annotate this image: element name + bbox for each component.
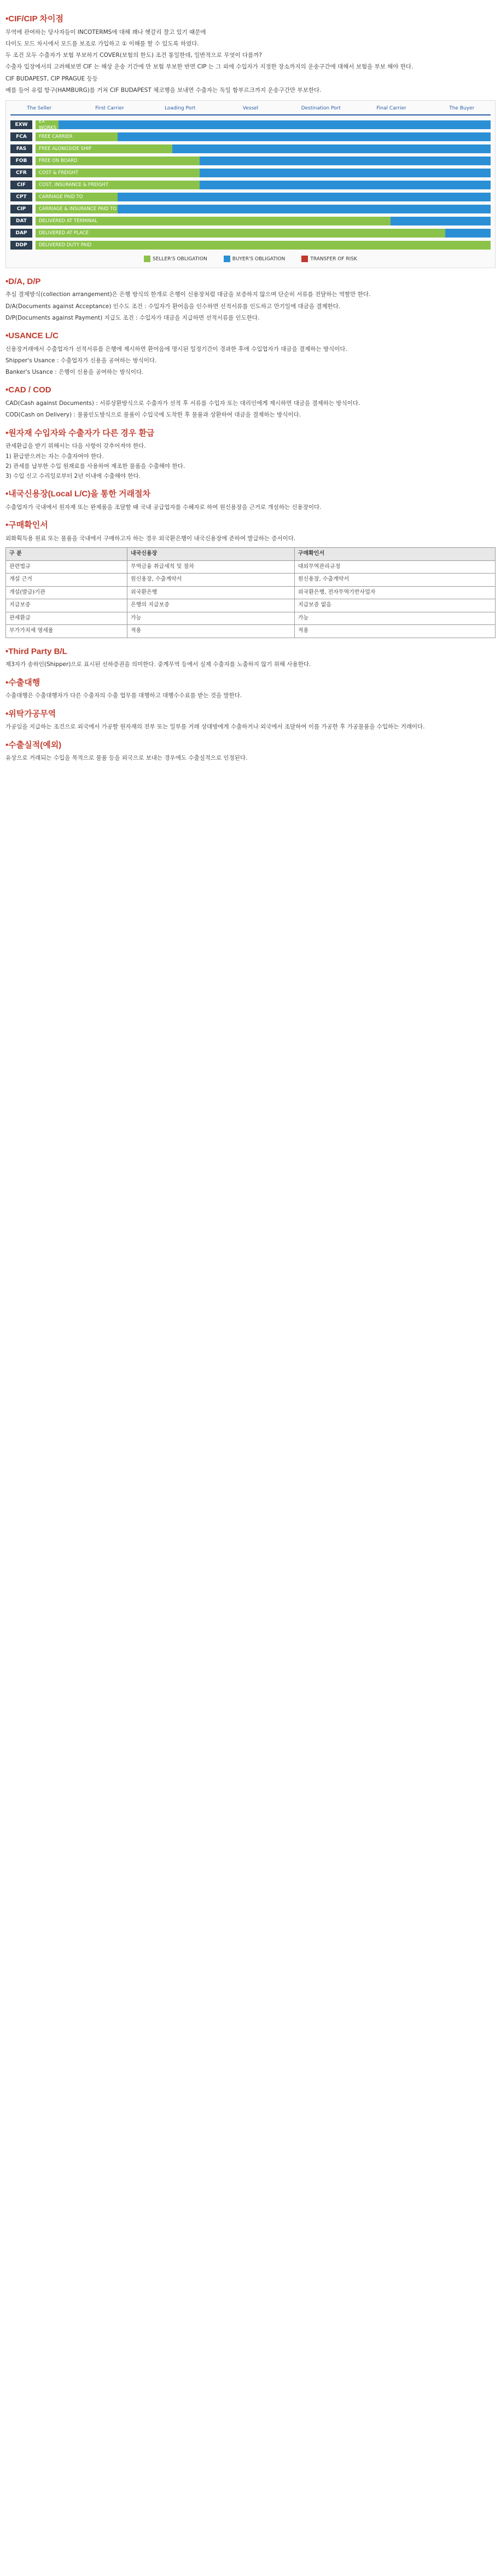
term-code: EXW bbox=[10, 120, 32, 129]
paragraph: 제3자가 송하인(Shipper)으로 표시된 선하증권을 의미한다. 중계무역 등에서 실제 수출자를 노출하지 않기 위해 사용한다. bbox=[5, 661, 311, 668]
table-row bbox=[6, 612, 496, 625]
paragraph: Banker's Usance : 은행이 신용을 공여하는 방식이다. bbox=[5, 369, 144, 376]
term-row-cip bbox=[10, 203, 491, 215]
term-row-exw bbox=[10, 119, 491, 131]
seller-bar: DELIVERED AT PLACE bbox=[36, 229, 445, 238]
section-title-diff: •원자재 수입자와 수출자가 다른 경우 환급 bbox=[5, 428, 155, 438]
station-destination-port: Destination Port bbox=[301, 106, 341, 112]
term-track bbox=[36, 193, 491, 201]
station-first-carrier: First Carrier bbox=[95, 106, 124, 112]
term-track bbox=[36, 157, 491, 165]
diagram-stations bbox=[10, 105, 491, 115]
term-code: FOB bbox=[10, 157, 32, 165]
section-body-cif bbox=[5, 28, 496, 95]
section-title-dap: •D/A, D/P bbox=[5, 276, 41, 286]
table-header: 구 분 bbox=[6, 548, 127, 561]
section-title-third: •Third Party B/L bbox=[5, 646, 67, 656]
term-row-cpt bbox=[10, 191, 491, 203]
paragraph: 두 조건 모두 수출자가 보험 부보하기 COVER(보험의 한도) 조건 통일한데, 일반적으로 무엇이 다를까? bbox=[5, 52, 262, 59]
seller-bar: COST & FREIGHT bbox=[36, 169, 200, 177]
paragraph: 무역에 관여하는 당사자들이 INCOTERMS에 대해 꽤나 헷갈리 잘고 있기 때문에 bbox=[5, 28, 206, 36]
section-title-agency: •수출대행 bbox=[5, 678, 40, 687]
seller-bar: CARRIAGE PAID TO bbox=[36, 193, 118, 201]
table-row bbox=[6, 574, 496, 587]
section-title-cif: •CIF/CIP 차이점 bbox=[5, 14, 63, 24]
paragraph: CIF BUDAPEST, CIP PRAGUE 등등 bbox=[5, 75, 98, 82]
seller-bar: FREE ALONGSIDE SHIP bbox=[36, 144, 172, 153]
paragraph: 2) 관세를 납부한 수입 원재료를 사용하여 제조한 물품을 수출해야 한다. bbox=[5, 462, 185, 470]
section-body-cad bbox=[5, 400, 496, 419]
term-code: FCA bbox=[10, 132, 32, 141]
term-track bbox=[36, 132, 491, 141]
legend-buyer: BUYER'S OBLIGATION bbox=[224, 256, 286, 263]
term-code: FAS bbox=[10, 144, 32, 153]
table-cell: 가능 bbox=[127, 612, 294, 625]
paragraph: D/P(Documents against Payment) 지급도 조건 : 수입자가 대금을 지급하면 선적서류를 인도한다. bbox=[5, 314, 260, 321]
buyer-bar bbox=[172, 144, 491, 153]
table-cell: 은행의 지급보증 bbox=[127, 599, 294, 612]
term-row-ddp bbox=[10, 239, 491, 251]
term-code: CIP bbox=[10, 205, 32, 213]
paragraph: 외화획득용 원료 또는 물품을 국내에서 구매하고자 하는 경우 외국환은행이 내국신용장에 준하여 발급하는 증서이다. bbox=[5, 535, 296, 542]
seller-bar: FREE ON BOARD bbox=[36, 157, 200, 165]
term-track bbox=[36, 120, 491, 129]
paragraph: 신용장거래에서 수출업자가 선적서류를 은행에 제시하면 환어음에 명시된 일정기간이 경과한 후에 수입업자가 대금을 결제하는 방식이다. bbox=[5, 345, 347, 352]
section-title-local: •내국신용장(Local L/C)을 통한 거래절차 bbox=[5, 489, 150, 499]
term-code: DDP bbox=[10, 241, 32, 250]
term-code: CPT bbox=[10, 193, 32, 201]
section-body-agency bbox=[5, 692, 496, 700]
table-row bbox=[6, 625, 496, 638]
term-code: CIF bbox=[10, 181, 32, 189]
term-track bbox=[36, 217, 491, 225]
paragraph: CAD(Cash against Documents) : 서류상환방식으로 수출자가 선적 후 서류를 수입자 또는 대리인에게 제시하면 대금을 결제하는 방식이다. bbox=[5, 400, 360, 407]
section-title-sample: •수출실적(예외) bbox=[5, 740, 62, 750]
paragraph: 다이도 모드 차시에서 모드를 보조로 가입하고 ① 이해를 할 수 있도록 하였다. bbox=[5, 40, 199, 47]
buyer-bar bbox=[118, 132, 491, 141]
station-buyer: The Buyer bbox=[449, 106, 475, 112]
paragraph: 1) 환급받으려는 자는 수출자여야 한다. bbox=[5, 453, 104, 460]
legend-seller: SELLER'S OBLIGATION bbox=[144, 256, 207, 263]
section-body-third bbox=[5, 661, 496, 669]
term-row-fas bbox=[10, 143, 491, 155]
table-cell: 원신용장, 수출계약서 bbox=[294, 574, 495, 587]
table-cell: 원신용장, 수출계약서 bbox=[127, 574, 294, 587]
buyer-bar bbox=[391, 217, 491, 225]
paragraph: Shipper's Usance : 수출업자가 신용을 공여하는 방식이다. bbox=[5, 357, 157, 364]
table-row bbox=[6, 560, 496, 574]
buyer-bar bbox=[200, 157, 491, 165]
paragraph: 수출자 입장에서의 고려해보면 CIF 는 해상 운송 기간에 만 보험 부보한 반면 CIP 는 그 외에 수입자가 지정한 장소까지의 운송구간에 대해서 보험을 부보 해야 한다. bbox=[5, 63, 413, 71]
table-row bbox=[6, 586, 496, 599]
buyer-bar bbox=[118, 205, 491, 213]
buyer-bar bbox=[445, 229, 491, 238]
section-title-purchase: •구매확인서 bbox=[5, 520, 48, 530]
term-row-fca bbox=[10, 131, 491, 143]
paragraph: 유상으로 거래되는 수입을 목적으로 물품 등을 외국으로 보내는 경우에도 수출실적으로 인정된다. bbox=[5, 755, 248, 762]
seller-bar: EX WORKS bbox=[36, 120, 59, 129]
seller-bar: CARRIAGE & INSURANCE PAID TO bbox=[36, 205, 118, 213]
term-code: DAT bbox=[10, 217, 32, 225]
term-code: CFR bbox=[10, 169, 32, 177]
table-row bbox=[6, 599, 496, 612]
section-body-usance bbox=[5, 345, 496, 377]
term-row-dap bbox=[10, 227, 491, 239]
section-body-local bbox=[5, 503, 496, 512]
document-page bbox=[0, 0, 501, 772]
section-title-usance: •USANCE L/C bbox=[5, 331, 59, 341]
paragraph: COD(Cash on Delivery) : 물품인도방식으로 물품이 수입국에 도착한 후 물품과 상환하여 대금을 결제하는 방식이다. bbox=[5, 412, 301, 419]
seller-bar: COST, INSURANCE & FREIGHT bbox=[36, 181, 200, 189]
buyer-bar bbox=[200, 169, 491, 177]
term-track bbox=[36, 205, 491, 213]
table-header: 내국신용장 bbox=[127, 548, 294, 561]
paragraph: 가공임을 지급하는 조건으로 외국에서 가공할 원자재의 전부 또는 일부를 거래 상대방에게 수출하거나 외국에서 조달하여 이를 가공한 후 가공물품을 수입하는 거래이다. bbox=[5, 723, 425, 731]
table-header: 구매확인서 bbox=[294, 548, 495, 561]
table-cell: 외국환은행 bbox=[127, 586, 294, 599]
table-cell: 대외무역관리규정 bbox=[294, 560, 495, 574]
term-track bbox=[36, 169, 491, 177]
paragraph: 추심 결제방식(collection arrangement)은 은행 방식의 한개로 은행이 신용장처럼 대금을 보증하지 않으며 단순히 서류를 전달하는 역할만 한다. bbox=[5, 291, 371, 298]
seller-bar: DELIVERED AT TERMINAL bbox=[36, 217, 391, 225]
paragraph: 예를 들어 유럽 항구(HAMBURG)를 거쳐 CIF BUDAPEST 체코행을 보내면 수출자는 독일 함부르크까지 운송구간만 부보한다. bbox=[5, 86, 322, 94]
paragraph: 관세환급을 받기 위해서는 다음 사항이 갖추어져야 한다. bbox=[5, 443, 146, 450]
table-cell: 가능 bbox=[294, 612, 495, 625]
section-title-auction: •위탁가공무역 bbox=[5, 709, 56, 719]
table-cell: 관련법규 bbox=[6, 560, 127, 574]
section-body-auction bbox=[5, 723, 496, 731]
term-row-cif bbox=[10, 179, 491, 191]
section-title-cad: •CAD / COD bbox=[5, 385, 51, 395]
term-row-fob bbox=[10, 155, 491, 167]
comparison-table bbox=[5, 547, 496, 638]
legend-transfer: TRANSFER OF RISK bbox=[301, 256, 357, 263]
station-seller: The Seller bbox=[27, 106, 52, 112]
table-cell: 개설(발급)기관 bbox=[6, 586, 127, 599]
term-track bbox=[36, 229, 491, 238]
term-track bbox=[36, 181, 491, 189]
station-final-carrier: Final Carrier bbox=[376, 106, 406, 112]
table-cell: 지급보증 없음 bbox=[294, 599, 495, 612]
buyer-bar bbox=[59, 120, 491, 129]
table-cell: 적용 bbox=[294, 625, 495, 638]
section-body-diff bbox=[5, 442, 496, 481]
paragraph: D/A(Documents against Acceptance) 인수도 조건 : 수입자가 환어음을 인수하면 선적서류를 인도하고 만기일에 대금을 결제한다. bbox=[5, 303, 341, 310]
section-body-dap bbox=[5, 291, 496, 322]
paragraph: 수출업자가 국내에서 원자재 또는 완제품을 조달할 때 국내 공급업자를 수혜자로 하여 원신용장을 근거로 개설하는 신용장이다. bbox=[5, 504, 322, 511]
table-cell: 적용 bbox=[127, 625, 294, 638]
section-body-sample bbox=[5, 754, 496, 762]
buyer-bar bbox=[200, 181, 491, 189]
table-cell: 부가가치세 영세율 bbox=[6, 625, 127, 638]
term-rows bbox=[10, 119, 491, 251]
term-track bbox=[36, 144, 491, 153]
paragraph: 수출대행은 수출대행자가 다른 수출자의 수출 업무를 대행하고 대행수수료를 받는 것을 말한다. bbox=[5, 692, 242, 699]
table-cell: 개설 근거 bbox=[6, 574, 127, 587]
table-cell: 관세환급 bbox=[6, 612, 127, 625]
table-cell: 무역금융 취급세칙 및 절차 bbox=[127, 560, 294, 574]
term-code: DAP bbox=[10, 229, 32, 238]
seller-bar: DELIVERED DUTY PAID bbox=[36, 241, 491, 250]
table-cell: 지급보증 bbox=[6, 599, 127, 612]
station-vessel: Vessel bbox=[242, 106, 259, 112]
station-loading-port: Loading Port bbox=[165, 106, 196, 112]
diagram-legend bbox=[10, 256, 491, 263]
incoterms-diagram bbox=[5, 100, 496, 268]
term-row-cfr bbox=[10, 167, 491, 179]
term-row-dat bbox=[10, 215, 491, 227]
section-body-purchase bbox=[5, 535, 496, 638]
buyer-bar bbox=[118, 193, 491, 201]
paragraph: 3) 수입 신고 수리일로부터 2년 이내에 수출해야 한다. bbox=[5, 473, 141, 480]
term-track bbox=[36, 241, 491, 250]
seller-bar: FREE CARRIER bbox=[36, 132, 118, 141]
table-cell: 외국환은행, 전자무역기반사업자 bbox=[294, 586, 495, 599]
